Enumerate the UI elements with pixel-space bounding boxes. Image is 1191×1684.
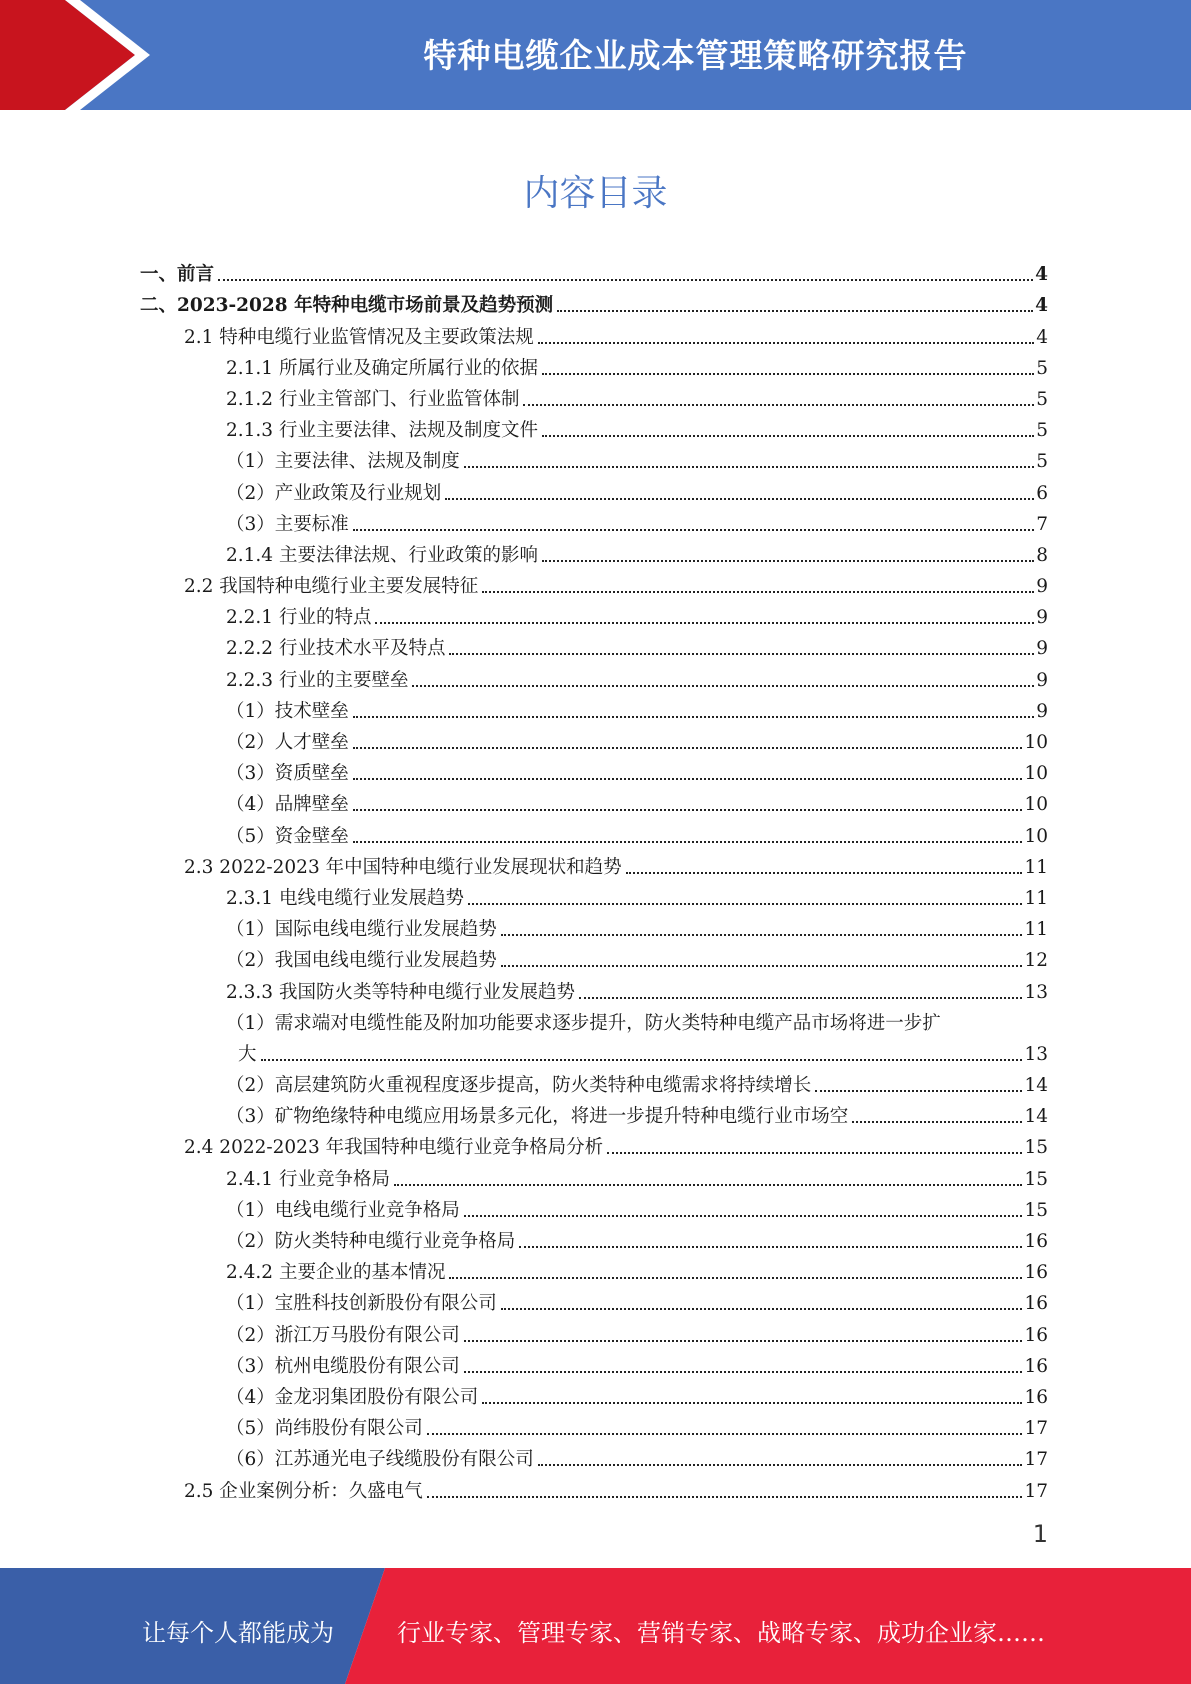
toc-entry-page: 11 xyxy=(1024,919,1048,941)
toc-dot-leader xyxy=(501,965,1023,967)
toc-entry-label: （2）浙江万马股份有限公司 xyxy=(226,1324,460,1346)
toc-dot-leader xyxy=(353,841,1023,843)
toc-dot-leader xyxy=(542,435,1034,437)
toc-entry[interactable] xyxy=(140,1347,1048,1378)
toc-entry-page: 16 xyxy=(1024,1324,1048,1346)
toc-entry[interactable] xyxy=(140,567,1048,598)
toc-entry-label: 2.2 我国特种电缆行业主要发展特征 xyxy=(184,576,479,598)
toc-entry-page: 9 xyxy=(1036,576,1048,598)
toc-entry[interactable] xyxy=(140,1284,1048,1315)
toc-entry[interactable] xyxy=(140,660,1048,691)
toc-dot-leader xyxy=(464,1215,1023,1217)
toc-entry-page: 16 xyxy=(1024,1293,1048,1315)
toc-entry-label: 2.2.2 行业技术水平及特点 xyxy=(226,638,446,660)
report-title: 特种电缆企业成本管理策略研究报告 xyxy=(423,36,968,75)
toc-entry-page: 8 xyxy=(1036,544,1048,566)
toc-entry-label: 2.4 2022-2023 年我国特种电缆行业竞争格局分析 xyxy=(184,1137,604,1159)
toc-dot-leader xyxy=(449,653,1034,655)
toc-dot-leader xyxy=(353,778,1023,780)
toc-entry[interactable] xyxy=(140,286,1048,317)
toc-entry[interactable] xyxy=(140,785,1048,816)
toc-entry-page: 16 xyxy=(1024,1262,1048,1284)
toc-entry-label: （4）品牌壁垒 xyxy=(226,794,349,816)
toc-entry-page: 12 xyxy=(1024,950,1048,972)
toc-entry-page: 10 xyxy=(1024,794,1048,816)
toc-entry[interactable] xyxy=(140,1191,1048,1222)
toc-entry[interactable] xyxy=(140,754,1048,785)
toc-entry-label: 2.1.1 所属行业及确定所属行业的依据 xyxy=(226,357,538,379)
toc-entry-label: 2.3.1 电线电缆行业发展趋势 xyxy=(226,887,464,909)
toc-heading: 内容目录 xyxy=(523,173,668,214)
toc-entry-page: 9 xyxy=(1036,638,1048,660)
toc-entry-page: 4 xyxy=(1035,264,1048,286)
toc-entry-label: 2.2.3 行业的主要壁垒 xyxy=(226,669,409,691)
toc-entry[interactable] xyxy=(140,879,1048,910)
toc-entry-label: （5）尚纬股份有限公司 xyxy=(226,1418,423,1440)
toc-entry-label: （1）技术壁垒 xyxy=(226,700,349,722)
toc-entry-label: （2）防火类特种电缆行业竞争格局 xyxy=(226,1231,516,1252)
toc-entry[interactable] xyxy=(140,1222,1048,1253)
toc-entry[interactable] xyxy=(140,1409,1048,1440)
toc-entry[interactable] xyxy=(140,473,1048,504)
toc-dot-leader xyxy=(353,529,1034,531)
toc-dot-leader xyxy=(464,1340,1023,1342)
toc-dot-leader xyxy=(579,997,1022,999)
toc-entry-label: （3）资质壁垒 xyxy=(226,763,349,785)
toc-dot-leader xyxy=(353,716,1034,718)
toc-dot-leader xyxy=(445,498,1034,500)
toc-entry[interactable] xyxy=(140,910,1048,941)
toc-entry[interactable] xyxy=(140,317,1048,348)
toc-entry-label: 2.1.2 行业主管部门、行业监管体制 xyxy=(226,388,520,410)
toc-entry[interactable] xyxy=(140,816,1048,847)
table-of-contents xyxy=(140,255,1048,1503)
toc-entry[interactable] xyxy=(140,598,1048,629)
toc-entry-page: 5 xyxy=(1036,420,1048,442)
toc-entry-page: 5 xyxy=(1036,357,1048,379)
toc-entry-page: 17 xyxy=(1024,1480,1048,1502)
toc-entry-page: 13 xyxy=(1024,1043,1048,1065)
toc-entry-label: 大 xyxy=(238,1043,257,1065)
toc-entry-page: 16 xyxy=(1024,1355,1048,1377)
toc-entry-label: 2.2.1 行业的特点 xyxy=(226,607,372,629)
toc-dot-leader xyxy=(626,872,1023,874)
toc-entry[interactable] xyxy=(140,1128,1048,1159)
toc-entry[interactable] xyxy=(140,1378,1048,1409)
toc-entry[interactable] xyxy=(140,1315,1048,1346)
toc-dot-leader xyxy=(468,903,1022,905)
toc-entry-page: 11 xyxy=(1024,887,1048,909)
footer-slogan-right: 行业专家、管理专家、营销专家、战略专家、成功企业家…… xyxy=(397,1619,1045,1647)
toc-entry[interactable] xyxy=(140,536,1048,567)
toc-entry[interactable] xyxy=(140,1159,1048,1190)
toc-entry-label: 2.4.1 行业竞争格局 xyxy=(226,1168,390,1190)
toc-entry-page: 17 xyxy=(1024,1449,1048,1471)
toc-dot-leader xyxy=(538,1464,1023,1466)
toc-entry-page: 11 xyxy=(1024,856,1048,878)
toc-dot-leader xyxy=(482,1402,1022,1404)
toc-entry-page: 15 xyxy=(1024,1199,1048,1221)
toc-entry-page: 5 xyxy=(1036,388,1048,410)
toc-entry-page: 13 xyxy=(1024,981,1048,1003)
toc-dot-leader xyxy=(375,622,1034,624)
toc-entry-page: 4 xyxy=(1035,295,1048,317)
toc-entry[interactable] xyxy=(140,723,1048,754)
toc-dot-leader xyxy=(538,342,1034,344)
toc-dot-leader xyxy=(523,404,1034,406)
toc-entry[interactable] xyxy=(140,629,1048,660)
toc-dot-leader xyxy=(353,809,1023,811)
toc-entry-page: 15 xyxy=(1024,1137,1048,1159)
toc-entry[interactable] xyxy=(140,1035,1048,1066)
toc-dot-leader xyxy=(852,1121,1022,1123)
toc-entry[interactable] xyxy=(140,380,1048,411)
toc-entry-page: 14 xyxy=(1024,1106,1048,1128)
toc-dot-leader xyxy=(464,466,1034,468)
toc-entry[interactable] xyxy=(140,692,1048,723)
toc-entry-page: 10 xyxy=(1024,732,1048,753)
toc-entry-label: （6）江苏通光电子线缆股份有限公司 xyxy=(226,1449,534,1471)
toc-dot-leader xyxy=(501,934,1023,936)
toc-entry-page: 16 xyxy=(1024,1386,1048,1408)
toc-entry-page: 5 xyxy=(1036,451,1048,473)
toc-dot-leader xyxy=(261,1059,1023,1061)
toc-entry-page: 6 xyxy=(1036,482,1048,504)
toc-dot-leader xyxy=(394,1184,1022,1186)
toc-entry-page: 14 xyxy=(1024,1075,1048,1097)
toc-entry-label: （3）主要标准 xyxy=(226,513,349,535)
toc-entry-label: （2）产业政策及行业规划 xyxy=(226,482,442,504)
page-number: 1 xyxy=(1032,1520,1048,1548)
toc-dot-leader xyxy=(449,1277,1022,1279)
toc-dot-leader xyxy=(501,1308,1023,1310)
toc-entry-page: 15 xyxy=(1024,1168,1048,1190)
toc-entry[interactable] xyxy=(140,255,1048,286)
toc-entry-label: （5）资金壁垒 xyxy=(226,825,349,847)
toc-dot-leader xyxy=(353,747,1023,749)
toc-entry-label: （2）人才壁垒 xyxy=(226,732,349,753)
toc-entry[interactable] xyxy=(140,1471,1048,1502)
toc-entry-label: （3）矿物绝缘特种电缆应用场景多元化，将进一步提升特种电缆行业市场空 xyxy=(226,1106,849,1128)
toc-entry-page: 17 xyxy=(1024,1418,1048,1440)
toc-entry-label: （1）主要法律、法规及制度 xyxy=(226,451,460,473)
page-header xyxy=(0,0,1191,110)
toc-entry[interactable] xyxy=(140,1097,1048,1128)
toc-dot-leader xyxy=(542,560,1034,562)
toc-dot-leader xyxy=(482,591,1034,593)
toc-entry[interactable] xyxy=(140,1066,1048,1097)
toc-entry-page: 9 xyxy=(1036,700,1048,722)
toc-entry-label: （1）宝胜科技创新股份有限公司 xyxy=(226,1293,497,1315)
toc-dot-leader xyxy=(519,1246,1022,1248)
toc-entry[interactable] xyxy=(140,848,1048,879)
toc-entry-label: （1）国际电线电缆行业发展趋势 xyxy=(226,919,497,941)
toc-entry[interactable] xyxy=(140,941,1048,972)
toc-entry-page: 10 xyxy=(1024,763,1048,785)
toc-entry-label: 2.5 企业案例分析：久盛电气 xyxy=(184,1480,423,1502)
toc-entry-page: 10 xyxy=(1024,825,1048,847)
toc-dot-leader xyxy=(542,373,1034,375)
toc-entry-label: 2.1 特种电缆行业监管情况及主要政策法规 xyxy=(184,326,534,348)
toc-dot-leader xyxy=(412,685,1034,687)
page-footer xyxy=(0,1568,1191,1684)
toc-entry-label: 2.3 2022-2023 年中国特种电缆行业发展现状和趋势 xyxy=(184,856,622,878)
toc-entry[interactable] xyxy=(140,349,1048,380)
toc-entry-label: 二、2023-2028 年特种电缆市场前景及趋势预测 xyxy=(140,295,554,317)
toc-entry[interactable] xyxy=(140,442,1048,473)
toc-dot-leader xyxy=(557,310,1033,312)
toc-entry-page: 9 xyxy=(1036,669,1048,691)
toc-entry-label: （1）需求端对电缆性能及附加功能要求逐步提升，防火类特种电缆产品市场将进一步扩 xyxy=(226,1012,941,1034)
toc-entry-label: 一、前言 xyxy=(140,264,215,286)
toc-entry[interactable] xyxy=(140,505,1048,536)
toc-dot-leader xyxy=(427,1433,1023,1435)
toc-entry[interactable] xyxy=(140,1253,1048,1284)
toc-entry[interactable] xyxy=(140,411,1048,442)
toc-entry-label: （2）高层建筑防火重视程度逐步提高，防火类特种电缆需求将持续增长 xyxy=(226,1075,812,1097)
toc-entry-page: 7 xyxy=(1036,513,1048,535)
toc-dot-leader xyxy=(427,1496,1023,1498)
toc-entry[interactable] xyxy=(140,972,1048,1003)
toc-entry[interactable] xyxy=(140,1440,1048,1471)
toc-entry-page: 4 xyxy=(1036,326,1048,348)
toc-entry[interactable] xyxy=(140,1004,1048,1035)
toc-entry-label: 2.1.3 行业主要法律、法规及制度文件 xyxy=(226,420,538,442)
toc-entry-page: 16 xyxy=(1024,1231,1048,1252)
toc-entry-label: （4）金龙羽集团股份有限公司 xyxy=(226,1386,479,1408)
toc-entry-label: 2.4.2 主要企业的基本情况 xyxy=(226,1262,446,1284)
toc-entry-label: （2）我国电线电缆行业发展趋势 xyxy=(226,950,497,972)
footer-slogan-left: 让每个人都能成为 xyxy=(142,1619,334,1647)
toc-entry-label: 2.3.3 我国防火类等特种电缆行业发展趋势 xyxy=(226,981,575,1003)
toc-dot-leader xyxy=(464,1371,1023,1373)
toc-entry-label: 2.1.4 主要法律法规、行业政策的影响 xyxy=(226,544,538,566)
toc-entry-page: 9 xyxy=(1036,607,1048,629)
toc-dot-leader xyxy=(815,1090,1022,1092)
toc-dot-leader xyxy=(218,279,1033,281)
toc-entry-label: （1）电线电缆行业竞争格局 xyxy=(226,1199,460,1221)
toc-entry-label: （3）杭州电缆股份有限公司 xyxy=(226,1355,460,1377)
toc-dot-leader xyxy=(607,1152,1022,1154)
